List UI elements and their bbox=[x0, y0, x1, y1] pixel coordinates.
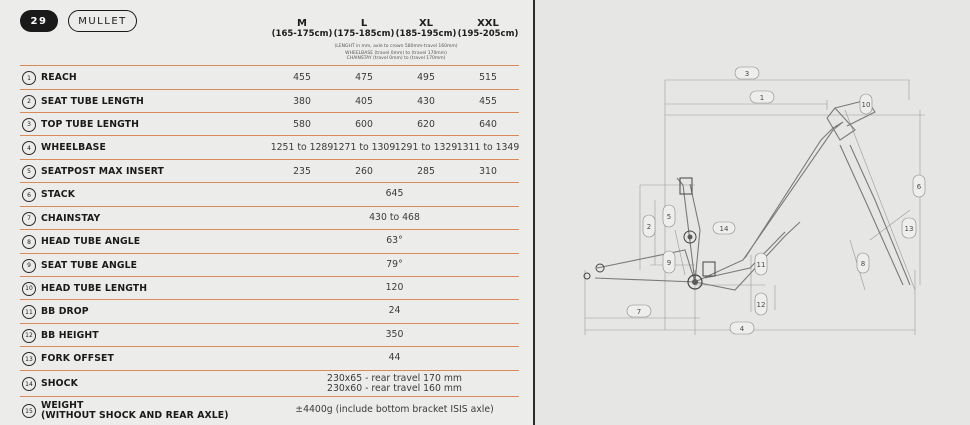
row-value: 515 bbox=[479, 72, 497, 83]
row-label: WHEELBASE bbox=[41, 142, 106, 153]
row-value: 455 bbox=[293, 72, 311, 83]
size-header-xxl: XXL (195-205cm) bbox=[457, 18, 519, 39]
geometry-row bbox=[20, 206, 519, 229]
diagram-label-1: 1 bbox=[759, 94, 765, 102]
row-value: 620 bbox=[417, 118, 435, 130]
row-value-common: 350 bbox=[385, 328, 404, 340]
chainstay-note: CHAINSTAY (travel 0mm) to (travel 170mm) bbox=[346, 56, 446, 61]
row-number-badge: 12 bbox=[22, 329, 36, 343]
row-label: CHAINSTAY bbox=[41, 212, 101, 224]
diagram-label-4: 4 bbox=[739, 325, 745, 333]
row-number-badge: 10 bbox=[22, 282, 36, 296]
diagram-label-8: 8 bbox=[860, 260, 866, 268]
row-value-common: 63° bbox=[386, 235, 403, 246]
row-label: BB HEIGHT bbox=[41, 329, 99, 341]
row-value: 1311 to 1349 bbox=[456, 142, 520, 153]
row-value-common: 645 bbox=[385, 188, 404, 199]
geometry-row bbox=[20, 159, 519, 182]
wheel-size-badge: 29 bbox=[20, 10, 58, 32]
row-number-badge: 6 bbox=[22, 188, 36, 202]
row-label-line: (WITHOUT SHOCK AND REAR AXLE) bbox=[41, 410, 229, 421]
row-label: STACK bbox=[41, 189, 76, 200]
geometry-row bbox=[20, 89, 519, 112]
row-label: TOP TUBE LENGTH bbox=[41, 118, 140, 130]
dimension-guides bbox=[585, 80, 925, 335]
row-label: SEAT TUBE LENGTH bbox=[41, 95, 144, 107]
diagram-label-2: 2 bbox=[646, 223, 652, 231]
row-value: 455 bbox=[479, 95, 497, 107]
diagram-label-12: 12 bbox=[756, 301, 766, 309]
row-value: 1271 to 1309 bbox=[332, 142, 396, 153]
geometry-row bbox=[20, 229, 519, 253]
row-value: 600 bbox=[355, 118, 373, 130]
geometry-row bbox=[20, 65, 519, 89]
row-value: 1251 to 1289 bbox=[270, 142, 334, 153]
row-value: 430 bbox=[417, 95, 435, 107]
row-number-badge: 3 bbox=[22, 118, 36, 132]
row-value-line: 230x65 - rear travel 170 mm bbox=[327, 373, 462, 384]
diagram-label-7: 7 bbox=[636, 308, 642, 316]
row-value: 495 bbox=[417, 72, 435, 83]
row-number-badge: 14 bbox=[22, 377, 36, 391]
row-label: SEATPOST MAX INSERT bbox=[41, 165, 164, 177]
geometry-row bbox=[20, 370, 519, 396]
row-number-badge: 15 bbox=[22, 404, 36, 418]
size-header-l: L (175-185cm) bbox=[333, 18, 395, 39]
diagram-label-3: 3 bbox=[744, 70, 750, 78]
diagram-label-5: 5 bbox=[666, 213, 672, 221]
length-note: (LENGHT in mm, axle to crown 580mm-travel 160mm) bbox=[334, 44, 458, 49]
row-value-common: 24 bbox=[388, 305, 401, 316]
row-value: 235 bbox=[293, 165, 311, 177]
geometry-row bbox=[20, 182, 519, 206]
row-value: 260 bbox=[355, 165, 373, 177]
row-value: 1291 to 1329 bbox=[394, 142, 458, 153]
row-value: 475 bbox=[355, 72, 373, 83]
row-value-common bbox=[282, 374, 507, 394]
row-value-common: 79° bbox=[386, 258, 403, 270]
row-label: BB DROP bbox=[41, 306, 89, 317]
row-value: 405 bbox=[355, 95, 373, 107]
row-number-badge: 2 bbox=[22, 95, 36, 109]
geometry-row bbox=[20, 112, 519, 135]
row-number-badge: 5 bbox=[22, 165, 36, 179]
diagram-label-9: 9 bbox=[666, 259, 672, 267]
row-label bbox=[41, 401, 229, 421]
wheel-type-badge: MULLET bbox=[68, 10, 137, 32]
row-number-badge: 8 bbox=[22, 235, 36, 249]
row-value: 640 bbox=[479, 118, 497, 130]
row-value: 310 bbox=[479, 165, 497, 177]
row-number-badge: 1 bbox=[22, 71, 36, 85]
size-header-m: M (165-175cm) bbox=[271, 18, 333, 39]
geometry-row bbox=[20, 299, 519, 323]
row-number-badge: 4 bbox=[22, 141, 36, 155]
row-value: 380 bbox=[293, 95, 311, 107]
row-label: HEAD TUBE ANGLE bbox=[41, 236, 141, 247]
geometry-row bbox=[20, 346, 519, 370]
bike-geometry-diagram bbox=[535, 0, 970, 425]
row-value-common: ±4400g (include bottom bracket ISIS axle) bbox=[295, 404, 494, 415]
dimension-tag-labels bbox=[637, 70, 922, 333]
geometry-row bbox=[20, 276, 519, 299]
row-value-common: 430 to 468 bbox=[369, 211, 420, 223]
row-label: SHOCK bbox=[41, 378, 78, 389]
wheelbase-note: WHEELBASE (travel 0mm) to (travel 170mm) bbox=[345, 51, 447, 56]
geometry-row bbox=[20, 396, 519, 424]
row-value-common: 44 bbox=[388, 352, 401, 363]
row-number-badge: 7 bbox=[22, 212, 36, 226]
row-label-line: WEIGHT bbox=[41, 400, 84, 411]
diagram-label-11: 11 bbox=[756, 261, 766, 269]
row-number-badge: 9 bbox=[22, 259, 36, 273]
row-number-badge: 11 bbox=[22, 305, 36, 319]
row-value: 285 bbox=[417, 165, 435, 177]
geometry-row bbox=[20, 253, 519, 276]
geometry-diagram-panel bbox=[535, 0, 970, 425]
row-label: SEAT TUBE ANGLE bbox=[41, 259, 138, 271]
geometry-row bbox=[20, 135, 519, 159]
geometry-row bbox=[20, 323, 519, 346]
row-value-common: 120 bbox=[385, 281, 404, 293]
diagram-label-13: 13 bbox=[904, 225, 914, 233]
size-header-xl: XL (185-195cm) bbox=[395, 18, 457, 39]
row-value: 580 bbox=[293, 118, 311, 130]
diagram-label-14: 14 bbox=[719, 225, 729, 233]
row-label: HEAD TUBE LENGTH bbox=[41, 282, 148, 294]
row-number-badge: 13 bbox=[22, 352, 36, 366]
diagram-label-10: 10 bbox=[861, 101, 871, 109]
row-value-line: 230x60 - rear travel 160 mm bbox=[327, 383, 462, 394]
row-label: FORK OFFSET bbox=[41, 353, 114, 364]
diagram-label-6: 6 bbox=[916, 183, 922, 191]
row-label: REACH bbox=[41, 72, 77, 83]
